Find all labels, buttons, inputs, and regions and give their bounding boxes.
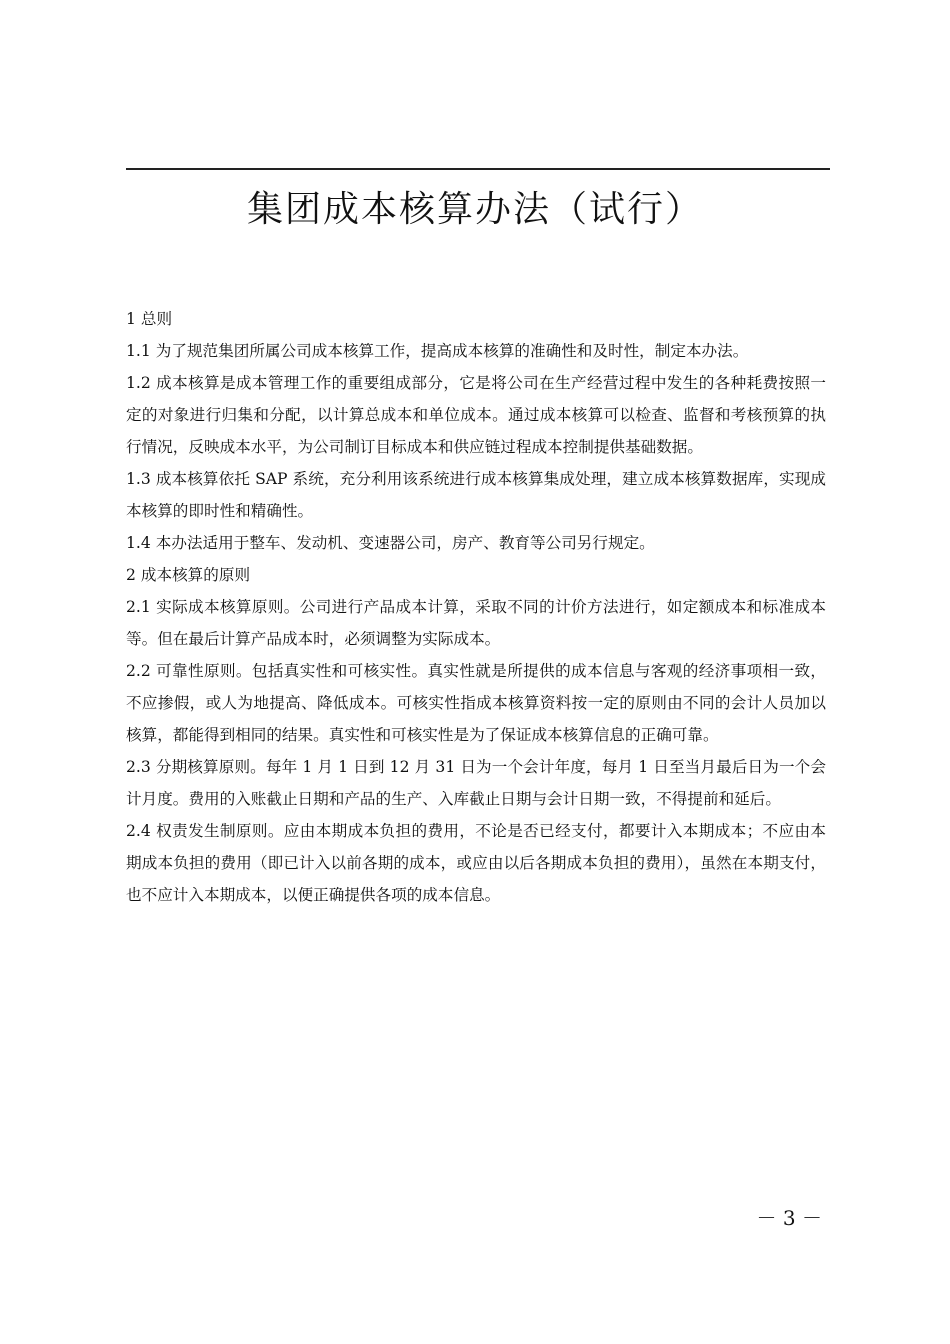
paragraph-1-4: 1.4 本办法适用于整车、发动机、变速器公司，房产、教育等公司另行规定。 — [126, 534, 655, 552]
section-2-heading: 2 成本核算的原则 — [126, 566, 251, 584]
document-body — [126, 303, 826, 911]
document-title: 集团成本核算办法（试行） — [246, 189, 703, 230]
section-1-heading: 1 总则 — [126, 310, 173, 328]
paragraph-1-1: 1.1 为了规范集团所属公司成本核算工作，提高成本核算的准确性和及时性，制定本办法。 — [126, 342, 749, 360]
paragraph-2-3: 2.3 分期核算原则。每年 1 月 1 日到 12 月 31 日为一个会计年度，每月 1 日至当月最后日为一个会计月度。费用的入账截止日期和产品的生产、入库截止日期与会计日期一致，不得提前和延后。 — [126, 758, 826, 808]
paragraph-2-4: 2.4 权责发生制原则。应由本期成本负担的费用，不论是否已经支付，都要计入本期成本；不应由本期成本负担的费用（即已计入以前各期的成本，或应由以后各期成本负担的费用），虽然在本期支付，也不应计入本期成本，以便正确提供各项的成本信息。 — [126, 822, 826, 904]
header-rule — [126, 168, 830, 170]
paragraph-2-1: 2.1 实际成本核算原则。公司进行产品成本计算，采取不同的计价方法进行，如定额成本和标准成本等。但在最后计算产品成本时，必须调整为实际成本。 — [126, 598, 826, 648]
paragraph-1-2: 1.2 成本核算是成本管理工作的重要组成部分，它是将公司在生产经营过程中发生的各种耗费按照一定的对象进行归集和分配，以计算总成本和单位成本。通过成本核算可以检查、监督和考核预算的执行情况，反映成本水平，为公司制订目标成本和供应链过程成本控制提供基础数据。 — [126, 374, 826, 456]
paragraph-2-2: 2.2 可靠性原则。包括真实性和可核实性。真实性就是所提供的成本信息与客观的经济事项相一致，不应掺假，或人为地提高、降低成本。可核实性指成本核算资料按一定的原则由不同的会计人员加以核算，都能得到相同的结果。真实性和可核实性是为了保证成本核算信息的正确可靠。 — [126, 662, 826, 744]
page-number: － 3 － — [756, 1206, 822, 1230]
paragraph-1-3: 1.3 成本核算依托 SAP 系统，充分利用该系统进行成本核算集成处理，建立成本核算数据库，实现成本核算的即时性和精确性。 — [126, 470, 826, 520]
